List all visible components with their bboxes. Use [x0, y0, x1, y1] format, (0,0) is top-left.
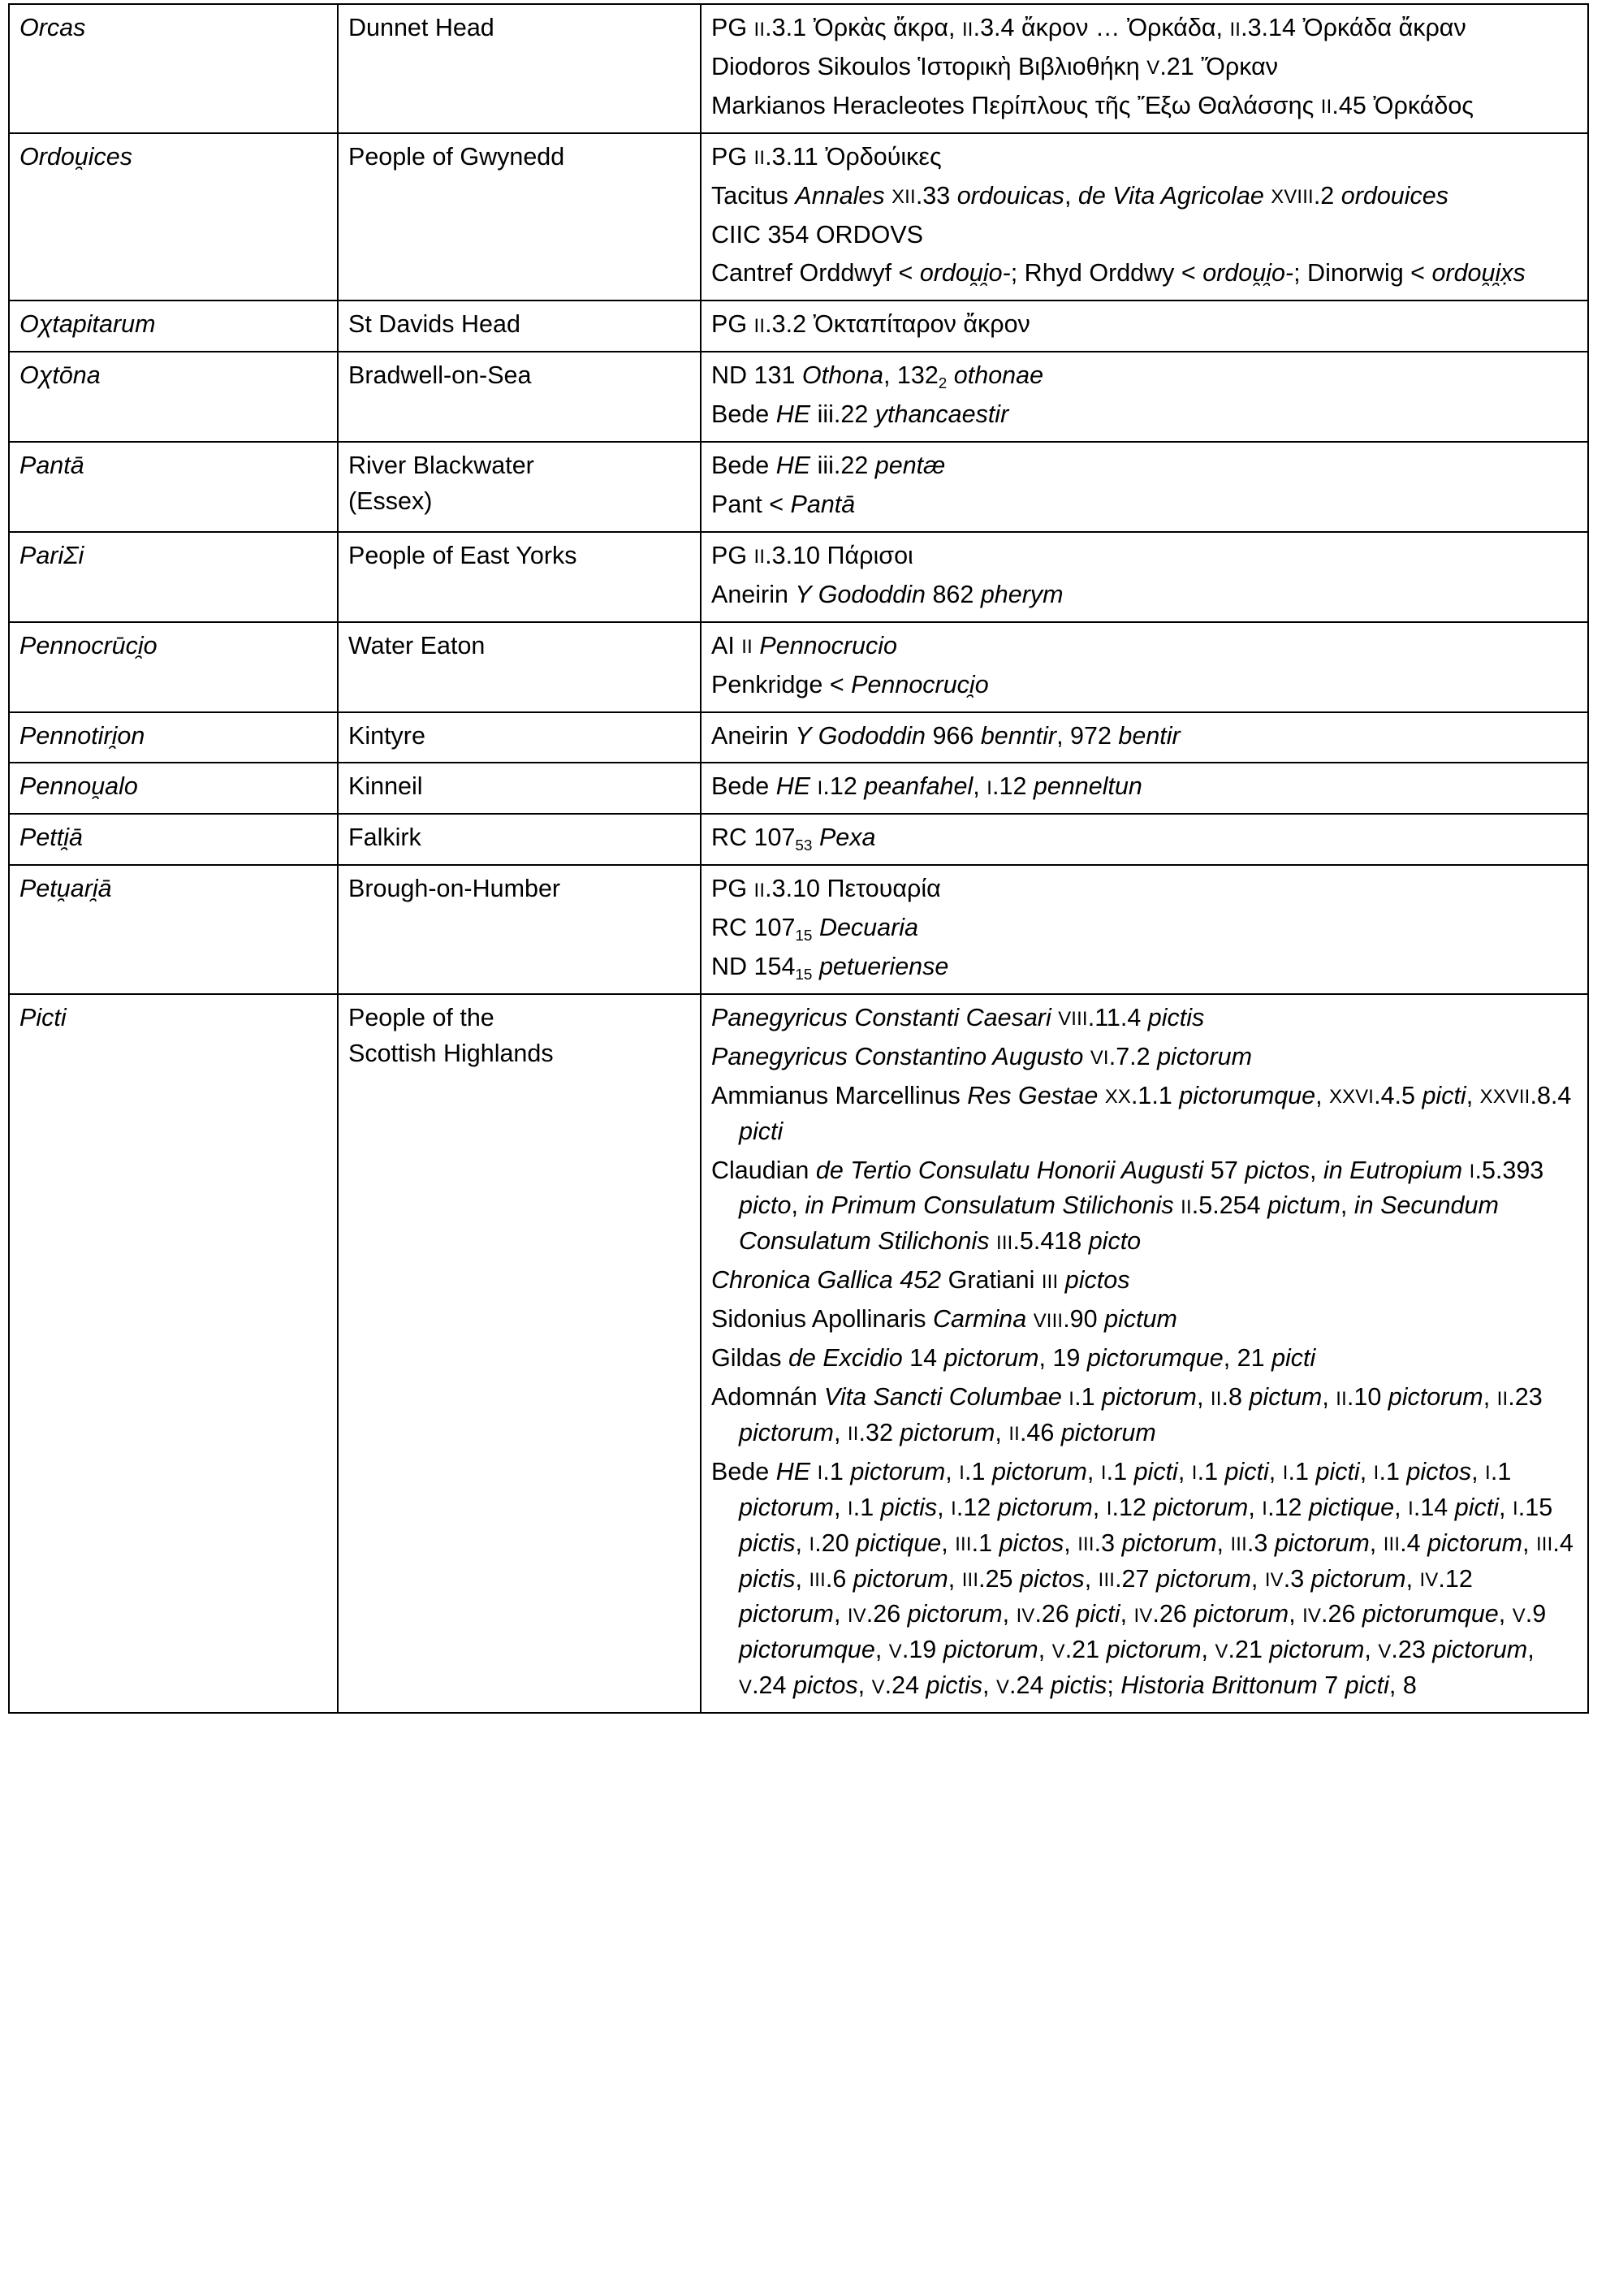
citation-line: Panegyricus Constantino Augusto VI.7.2 pictorum [711, 1042, 1253, 1070]
citation-line: Chronica Gallica 452 Gratiani III pictos [711, 1266, 1130, 1295]
citation-line: Adomnán Vita Sancti Columbae I.1 pictorum, II.8 pictum, II.10 pictorum, II.23 pictorum, II.32 pictorum, II.46 pictorum [711, 1383, 1543, 1446]
identification-cell: Kinneil [338, 763, 701, 814]
citation-line: Diodoros Sikoulos Ἱστορικὴ Βιβλιοθήκη V.21 Ὄρκαν [711, 52, 1278, 80]
headword-cell: Petu̯ari̯ā [9, 865, 338, 994]
citation-line: Aneirin Y Gododdin 862 pherym [711, 580, 1064, 608]
attestations-cell [701, 4, 1588, 133]
headword-cell: Ordou̯ices [9, 133, 338, 301]
identification-cell: St Davids Head [338, 301, 701, 352]
glossary-table [8, 3, 1589, 1714]
table-row [9, 763, 1588, 814]
table-row [9, 622, 1588, 712]
citation-line: Markianos Heracleotes Περίπλους τῆς Ἔξω Θαλάσσης II.45 Ὀρκάδος [711, 91, 1474, 119]
citation-line: PG II.3.10 Πάρισοι [711, 541, 913, 569]
identification-cell: Water Eaton [338, 622, 701, 712]
citation-line: Bede HE I.1 pictorum, I.1 pictorum, I.1 picti, I.1 picti, I.1 picti, I.1 pictos, I.1 pictorum, I.1 pictis, I.12 pictorum, I.12 pictorum, I.12 pictique, I.14 picti, I.15 pictis, I.20 pictique, III.1 pictos, III.3 pictorum, III.3 pictorum, III.4 pictorum, III.4 pictis, III.6 pictorum, III.25 pictos, III.27 pictorum, IV.3 pictorum, IV.12 pictorum, IV.26 pictorum, IV.26 picti, IV.26 pictorum, IV.26 pictorumque, V.9 pictorumque, V.19 pictorum, V.21 pictorum, V.21 pictorum, V.23 pictorum, V.24 pictos, V.24 pictis, V.24 pictis; Historia Brittonum 7 picti, 8 [711, 1457, 1574, 1700]
table-row [9, 133, 1588, 301]
table-row [9, 301, 1588, 352]
citation-line: Bede HE I.12 peanfahel, I.12 penneltun [711, 772, 1142, 801]
citation-line: Penkridge < Pennocruci̯o [711, 670, 989, 698]
citation-line: CIIC 354 ORDOVS [711, 220, 924, 249]
identification-cell: River Blackwater (Essex) [338, 442, 701, 532]
citation-line: Claudian de Tertio Consulatu Honorii Augusti 57 pictos, in Eutropium I.5.393 picto, in Primum Consulatum Stilichonis II.5.254 pictum, in Secundum Consulatum Stilichonis III.5.418 picto [711, 1156, 1544, 1256]
identification-cell: People of East Yorks [338, 532, 701, 622]
identification-cell: People of Gwynedd [338, 133, 701, 301]
citation-line: Tacitus Annales XII.33 ordouicas, de Vita Agricolae XVIII.2 ordouices [711, 181, 1448, 210]
glossary-table-body [9, 4, 1588, 1713]
headword-cell: Picti [9, 994, 338, 1713]
headword-cell: Oχtōna [9, 352, 338, 442]
identification-cell: People of the Scottish Highlands [338, 994, 701, 1713]
headword-cell: Petti̯ā [9, 814, 338, 865]
identification-cell: Falkirk [338, 814, 701, 865]
citation-line: RC $107_{15}$ Decuaria [711, 914, 918, 945]
headword-cell: Orcas [9, 4, 338, 133]
attestations-cell [701, 814, 1588, 865]
citation-line: PG II.3.10 Πετουαρία [711, 875, 941, 903]
attestations-cell [701, 712, 1588, 763]
citation-line: Ammianus Marcellinus Res Gestae XX.1.1 pictorumque, XXVI.4.5 picti, XXVII.8.4 picti [711, 1081, 1572, 1145]
attestations-cell [701, 532, 1588, 622]
headword-cell: Pennou̯alo [9, 763, 338, 814]
citation-line: AI II Pennocrucio [711, 631, 897, 659]
attestations-cell [701, 994, 1588, 1713]
identification-cell: Kintyre [338, 712, 701, 763]
citation-line: ND 131 Othona, $132_2$ othonae [711, 361, 1044, 393]
citation-line: PG II.3.2 Ὀκταπίταρον ἄκρον [711, 310, 1030, 339]
attestations-cell [701, 442, 1588, 532]
attestations-cell [701, 622, 1588, 712]
citation-line: Aneirin Y Gododdin 966 benntir, 972 bentir [711, 721, 1181, 750]
identification-cell: Bradwell-on-Sea [338, 352, 701, 442]
headword-cell: Oχtapitarum [9, 301, 338, 352]
attestations-cell [701, 133, 1588, 301]
table-row [9, 532, 1588, 622]
attestations-cell [701, 352, 1588, 442]
table-row [9, 352, 1588, 442]
table-row [9, 442, 1588, 532]
table-row [9, 994, 1588, 1713]
citation-line: Pant < Pantā [711, 490, 856, 518]
citation-line: Sidonius Apollinaris Carmina VIII.90 pictum [711, 1305, 1177, 1334]
citation-line: Panegyricus Constanti Caesari VIII.11.4 pictis [711, 1003, 1205, 1031]
attestations-cell [701, 865, 1588, 994]
citation-line: PG II.3.1 Ὀρκὰς ἄκρα, II.3.4 ἄκρον … Ὀρκάδα, II.3.14 Ὀρκάδα ἄκραν [711, 14, 1466, 41]
citation-line: Bede HE iii.22 pentæ [711, 452, 946, 480]
citation-line: Cantref Orddwyf < ordou̯i̯o-; Rhyd Orddwy < ordou̯i̯o-; Dinorwig < ordou̯i̯x̣s [711, 259, 1526, 288]
citation-line: RC $107_{53}$ Pexa [711, 824, 876, 855]
headword-cell: PariΣi [9, 532, 338, 622]
table-row [9, 814, 1588, 865]
citation-line: Gildas de Excidio 14 pictorum, 19 pictorumque, 21 picti [711, 1344, 1316, 1373]
citation-line: Bede HE iii.22 ythancaestir [711, 400, 1009, 429]
attestations-cell [701, 301, 1588, 352]
table-row [9, 712, 1588, 763]
headword-cell: Pennotiri̯on [9, 712, 338, 763]
headword-cell: Pennocrūci̯o [9, 622, 338, 712]
table-row [9, 865, 1588, 994]
identification-cell: Dunnet Head [338, 4, 701, 133]
citation-line: PG II.3.11 Ὀρδούικες [711, 142, 942, 171]
attestations-cell [701, 763, 1588, 814]
identification-cell: Brough-on-Humber [338, 865, 701, 994]
table-row [9, 4, 1588, 133]
citation-line: ND $154_{15}$ petueriense [711, 953, 949, 984]
headword-cell: Pantā [9, 442, 338, 532]
